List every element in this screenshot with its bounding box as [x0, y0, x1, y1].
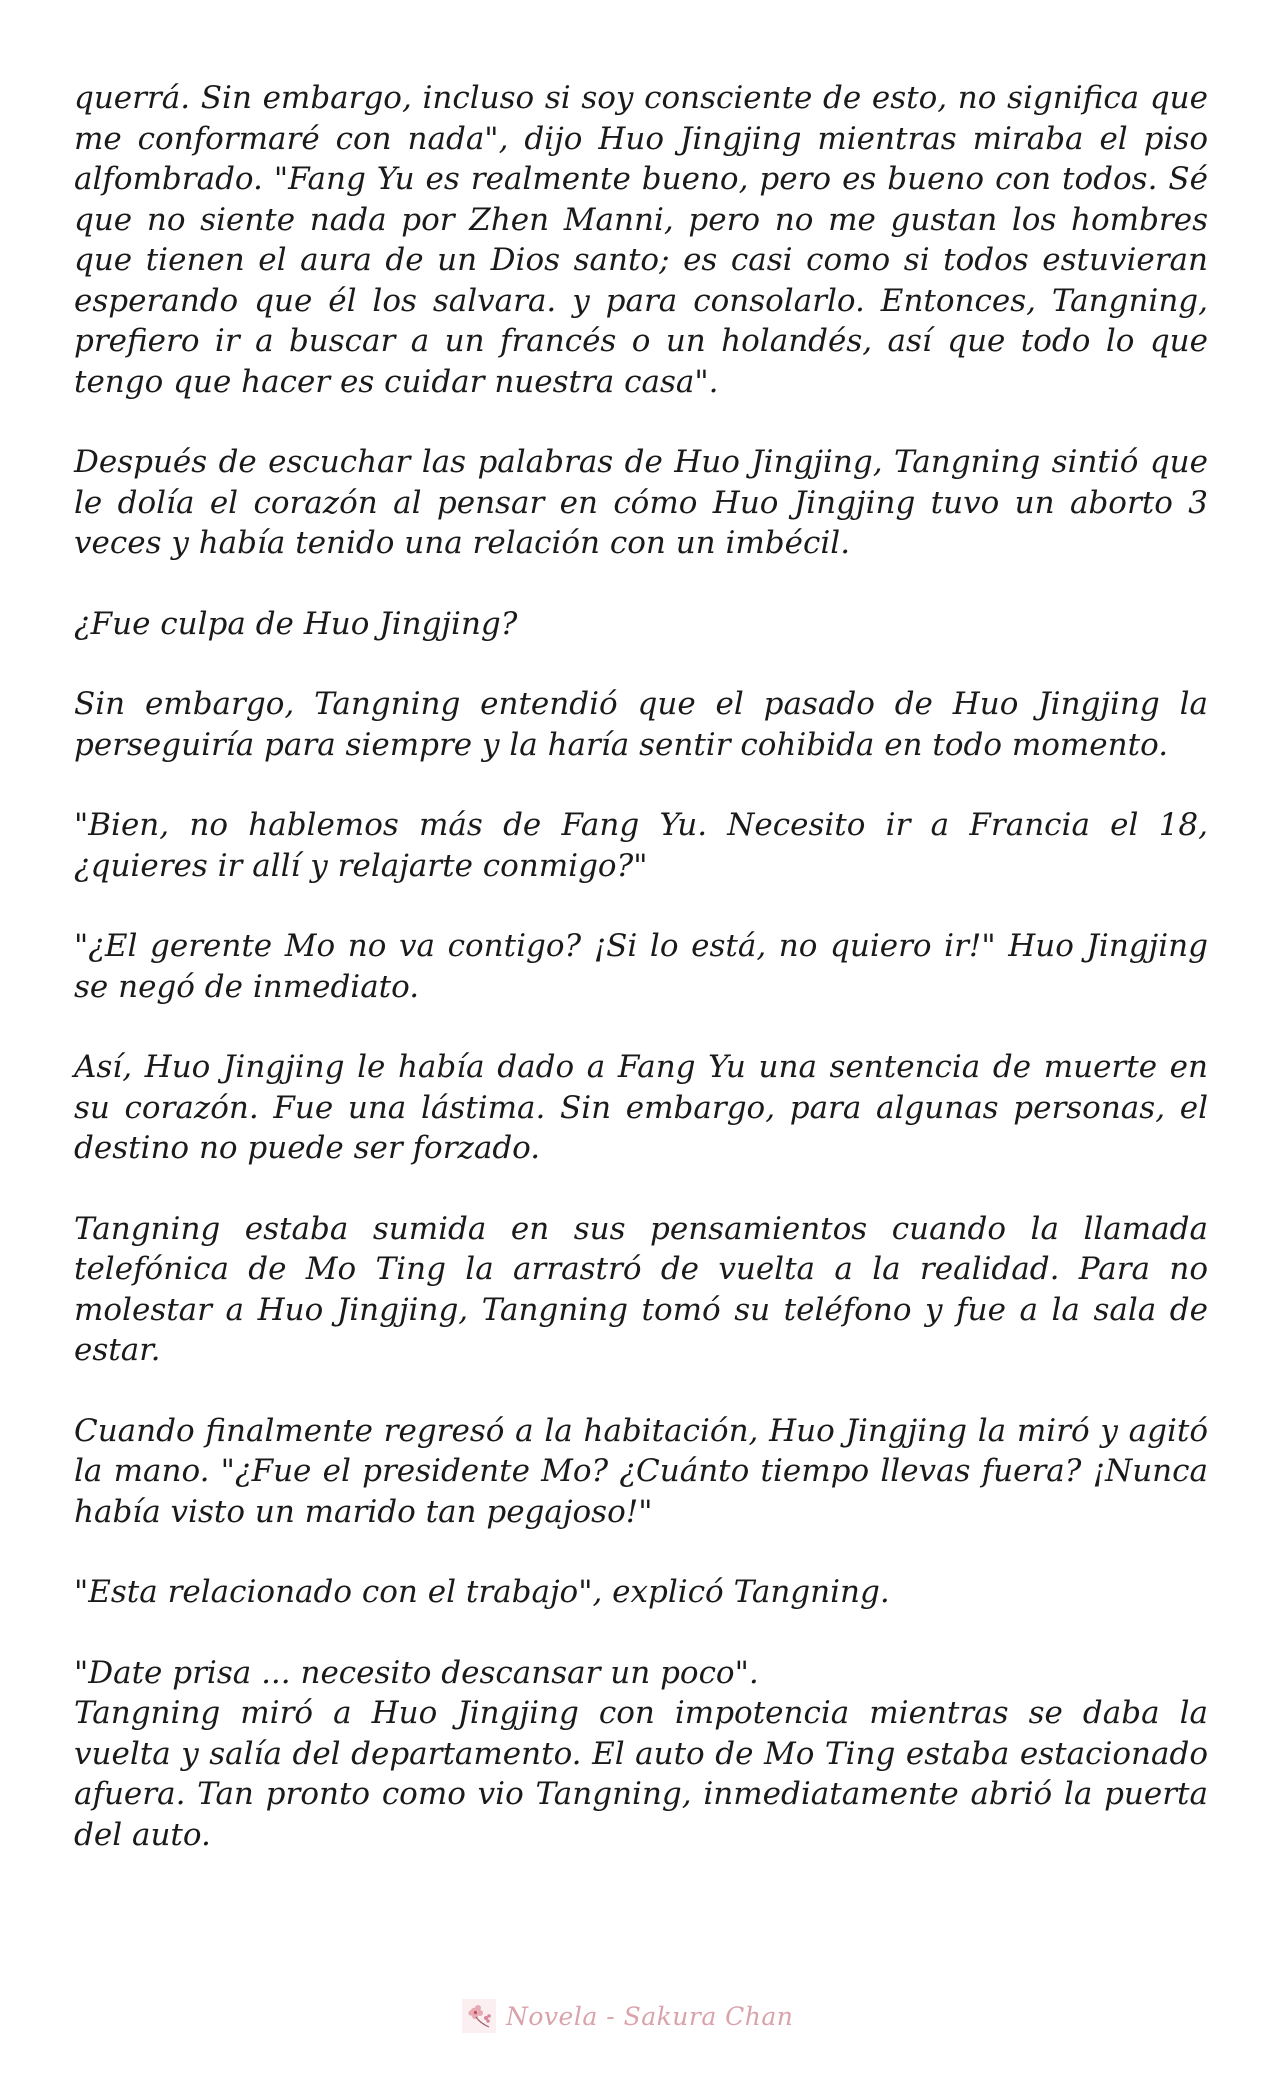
- cherry-blossom-icon: [462, 1999, 496, 2033]
- paragraph: Así, Huo Jingjing le había dado a Fang Yu una sentencia de muerte en su corazón. Fue una lástima. Sin embargo, para algunas personas, el destino no puede ser forzado.: [74, 1049, 1208, 1166]
- paragraph: querrá. Sin embargo, incluso si soy consciente de esto, no significa que me conformaré con nada", dijo Huo Jingjing mientras miraba el piso alfombrado. "Fang Yu es realmente bueno, pero es bueno con todos. Sé que no siente nada por Zhen Manni, pero no me gustan los hombres que tienen el aura de un Dios santo; es casi como si todos estuvieran esperando que él los salvara. y para consolarlo. Entonces, Tangning, prefiero ir a buscar a un francés o un holandés, así que todo lo que tengo que hacer es cuidar nuestra casa".: [74, 80, 1208, 400]
- paragraph: "Bien, no hablemos más de Fang Yu. Necesito ir a Francia el 18, ¿quieres ir allí y relajarte conmigo?": [74, 807, 1208, 884]
- paragraph: Cuando finalmente regresó a la habitación, Huo Jingjing la miró y agitó la mano. "¿Fue el presidente Mo? ¿Cuánto tiempo llevas fuera? ¡Nunca había visto un marido tan pegajoso!": [74, 1412, 1208, 1530]
- paragraph: Tangning estaba sumida en sus pensamientos cuando la llamada telefónica de Mo Ting la arrastró de vuelta a la realidad. Para no molestar a Huo Jingjing, Tangning tomó su teléfono y fue a la sala de estar.: [74, 1210, 1208, 1368]
- paragraph: Tangning miró a Huo Jingjing con impotencia mientras se daba la vuelta y salía del departamento. El auto de Mo Ting estaba estacionado afuera. Tan pronto como vio Tangning, inmediatamente abrió la puerta del auto.: [74, 1695, 1208, 1853]
- paragraph: "Date prisa ... necesito descansar un poco".: [74, 1654, 759, 1691]
- watermark: [462, 1994, 842, 2038]
- body-text: [74, 78, 1208, 1895]
- watermark-text: Novela - Sakura Chan: [506, 2001, 794, 2031]
- paragraph: "¿El gerente Mo no va contigo? ¡Si lo está, no quiero ir!" Huo Jingjing se negó de inmediato.: [74, 928, 1208, 1005]
- paragraph: ¿Fue culpa de Huo Jingjing?: [74, 605, 518, 642]
- paragraph: Después de escuchar las palabras de Huo Jingjing, Tangning sintió que le dolía el corazón al pensar en cómo Huo Jingjing tuvo un aborto 3 veces y había tenido una relación con un imbécil.: [74, 444, 1208, 561]
- paragraph: "Esta relacionado con el trabajo", explicó Tangning.: [74, 1574, 890, 1610]
- paragraph: Sin embargo, Tangning entendió que el pasado de Huo Jingjing la perseguiría para siempre y la haría sentir cohibida en todo momento.: [74, 686, 1208, 763]
